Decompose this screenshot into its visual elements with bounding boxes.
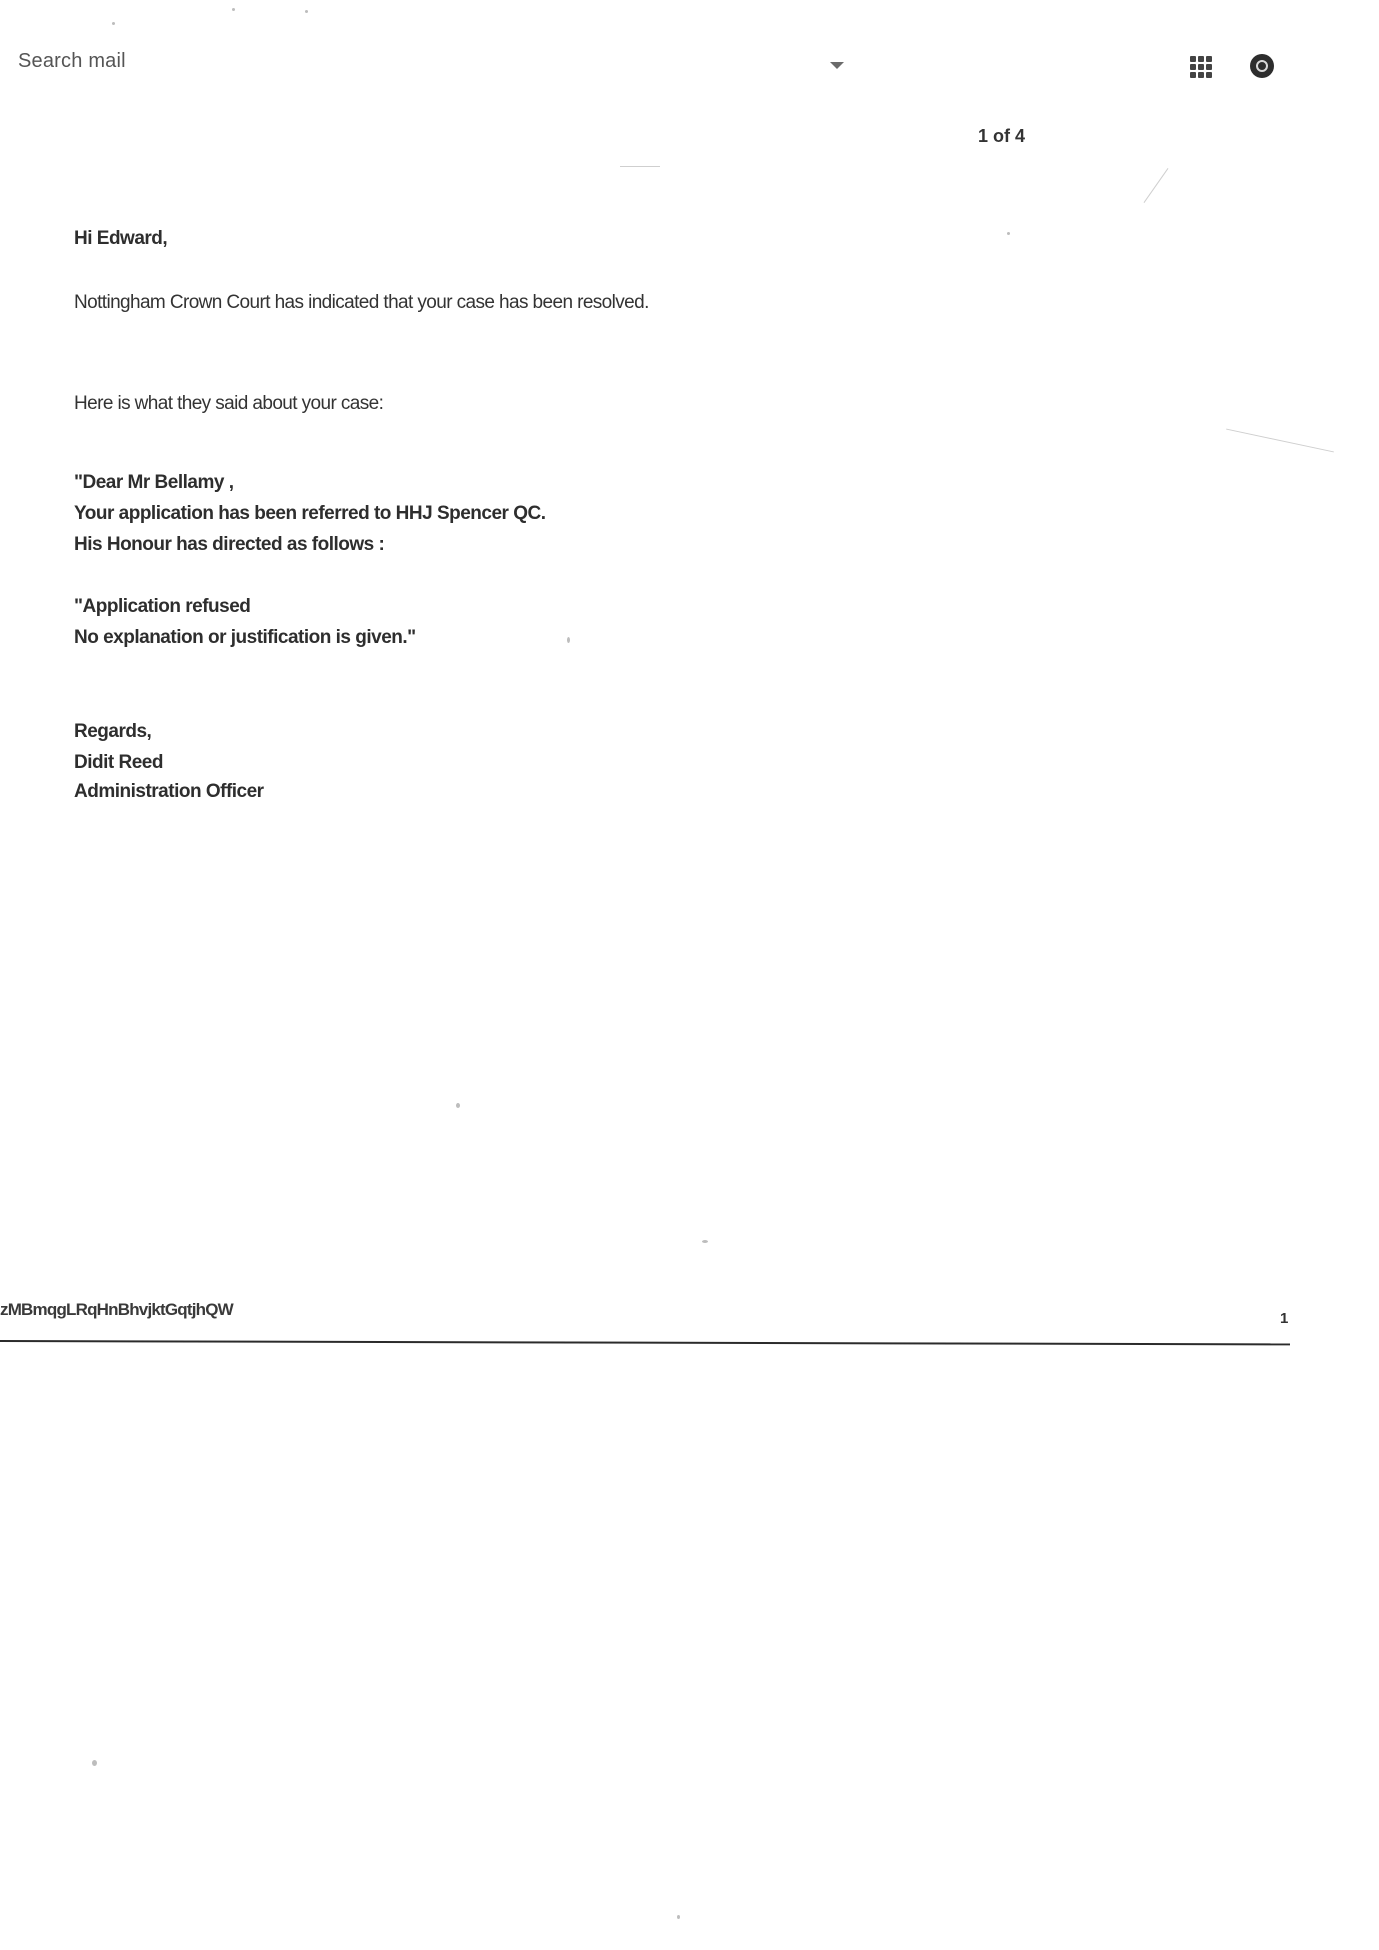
direction-line: No explanation or justification is given.": [74, 627, 416, 648]
scan-speck: [567, 637, 570, 643]
scan-speck: [305, 10, 308, 13]
lead-in-text: Here is what they said about your case:: [74, 393, 384, 414]
scan-speck: [232, 8, 235, 11]
quote-line: "Dear Mr Bellamy ,: [74, 472, 234, 493]
scan-speck: [1007, 232, 1010, 235]
signoff: Regards,: [74, 721, 152, 742]
scan-scratch: [1226, 429, 1334, 453]
signer-name: Didit Reed: [74, 752, 163, 773]
scan-speck: [702, 1240, 708, 1243]
message-pager: 1 of 4: [978, 126, 1026, 146]
scan-speck: [456, 1103, 460, 1108]
signer-title: Administration Officer: [74, 781, 264, 797]
search-input[interactable]: Search mail: [18, 50, 126, 72]
scan-scratch: [620, 166, 660, 167]
dropdown-caret-icon[interactable]: [830, 62, 844, 69]
document-reference: zMBmqgLRqHnBhvjktGqtjhQW: [0, 1300, 233, 1319]
scan-speck: [677, 1915, 680, 1919]
quote-line: His Honour has directed as follows :: [74, 534, 385, 555]
scan-scratch: [1144, 168, 1169, 203]
direction-line: "Application refused: [74, 596, 251, 617]
greeting: Hi Edward,: [74, 228, 168, 249]
scan-speck: [92, 1760, 97, 1766]
page-number: 1: [1280, 1310, 1289, 1327]
footer-divider: [0, 1340, 1290, 1345]
intro-text: Nottingham Crown Court has indicated that your case has been resolved.: [74, 292, 649, 313]
quote-line: Your application has been referred to HHJ Spencer QC.: [74, 503, 546, 524]
scan-speck: [112, 22, 115, 25]
account-icon[interactable]: [1250, 54, 1274, 78]
apps-grid-icon[interactable]: [1190, 56, 1212, 78]
